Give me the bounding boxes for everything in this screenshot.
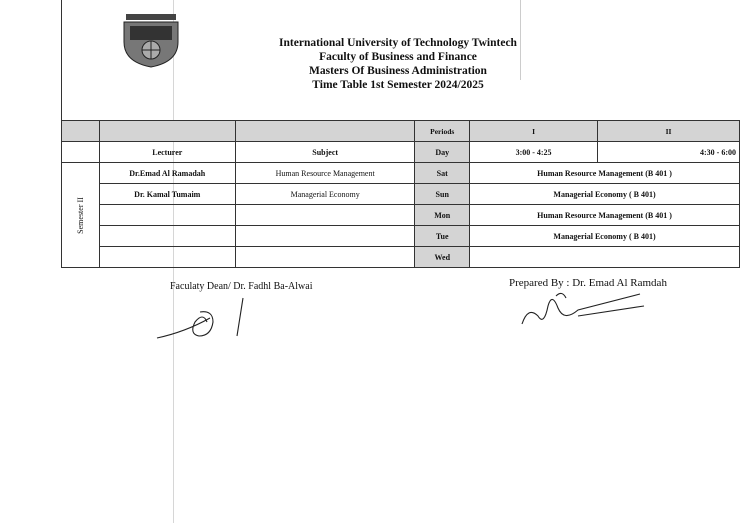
subject-cell <box>235 205 415 226</box>
table-row <box>62 205 740 226</box>
lecturer-cell: Dr. Kamal Tumaim <box>99 184 235 205</box>
session-cell <box>470 247 740 268</box>
subject-cell <box>235 226 415 247</box>
session-cell: Managerial Economy ( B 401) <box>470 226 740 247</box>
session-cell: Managerial Economy ( B 401) <box>470 184 740 205</box>
day-cell: Tue <box>415 226 470 247</box>
program-name: Masters Of Business Administration <box>309 65 487 77</box>
faculty-name: Faculty of Business and Finance <box>319 51 477 63</box>
periods-label: Periods <box>415 121 470 142</box>
day-cell: Sun <box>415 184 470 205</box>
time-1-header: 3:00 - 4:25 <box>470 142 598 163</box>
blank-header-cell <box>235 121 415 142</box>
column-header-row <box>62 142 740 163</box>
table-row <box>62 247 740 268</box>
period-2-number: II <box>598 121 740 142</box>
prepared-by-label: Prepared By : Dr. Emad Al Ramdah <box>509 277 667 289</box>
lecturer-cell <box>99 247 235 268</box>
lecturer-cell: Dr.Emad Al Ramadah <box>99 163 235 184</box>
table-row <box>62 226 740 247</box>
document-header <box>268 36 528 92</box>
table-row <box>62 184 740 205</box>
corner-cell <box>62 121 100 142</box>
timetable <box>61 120 740 268</box>
subject-cell: Managerial Economy <box>235 184 415 205</box>
blank-header-cell <box>99 121 235 142</box>
timetable-title: Time Table 1st Semester 2024/2025 <box>312 79 484 91</box>
session-cell: Human Resource Management (B 401 ) <box>470 163 740 184</box>
corner-cell <box>62 142 100 163</box>
time-2-header: 4:30 - 6:00 <box>598 142 740 163</box>
dean-signature <box>155 292 255 342</box>
lecturer-header: Lecturer <box>99 142 235 163</box>
period-1-number: I <box>470 121 598 142</box>
table-row <box>62 163 740 184</box>
subject-cell <box>235 247 415 268</box>
session-cell: Human Resource Management (B 401 ) <box>470 205 740 226</box>
day-header: Day <box>415 142 470 163</box>
university-name: International University of Technology Twintech <box>279 37 517 49</box>
day-cell: Wed <box>415 247 470 268</box>
day-cell: Mon <box>415 205 470 226</box>
subject-cell: Human Resource Management <box>235 163 415 184</box>
lecturer-cell <box>99 226 235 247</box>
period-header-row <box>62 121 740 142</box>
prepared-by-signature <box>518 286 648 328</box>
subject-header: Subject <box>235 142 415 163</box>
university-logo <box>120 12 182 68</box>
day-cell: Sat <box>415 163 470 184</box>
lecturer-cell <box>99 205 235 226</box>
semester-label: Semester II <box>75 196 85 234</box>
semester-cell <box>62 163 100 268</box>
dean-signature-label: Faculaty Dean/ Dr. Fadhl Ba-Alwai <box>170 281 313 292</box>
